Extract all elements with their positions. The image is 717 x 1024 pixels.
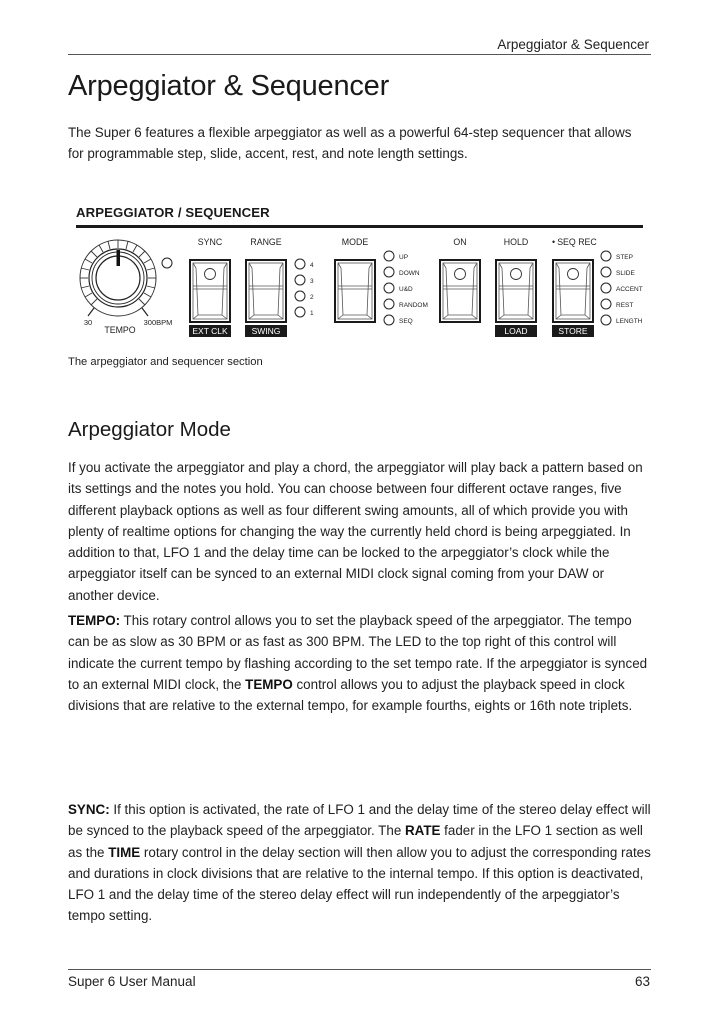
svg-text:U&D: U&D [399,286,413,293]
range-label: RANGE [250,237,282,247]
svg-text:UP: UP [399,254,409,261]
paragraph-sync: SYNC: If this option is activated, the rate of LFO 1 and the delay time of the stereo delay effect will be synced to the playback speed of the arpeggiator. The RATE fader in the LFO 1 section as well as the TIME rotary control in the delay section will then allow you to adjust the corresponding rates and durations in clock divisions that are relative to the internal tempo. If this option is deactivated, LFO 1 and the delay time of the stereo delay effect will run independently of the arpeggiator’s tempo setting. [68,802,651,924]
mode-button[interactable] [335,260,375,322]
section-title: Arpeggiator Mode [68,418,231,441]
mode-leds [384,251,428,325]
svg-text:SLIDE: SLIDE [616,270,635,277]
intro-paragraph: The Super 6 features a flexible arpeggiator as well as a powerful 64-step sequencer that allows for programmable step, slide, accent, rest, and note length settings. [68,125,632,161]
ext-clk-label: EXT CLK [192,326,228,336]
running-header [68,36,651,55]
svg-text:STEP: STEP [616,254,633,261]
svg-text:2: 2 [310,294,314,301]
sync-button[interactable] [190,260,230,322]
footer-manual-name: Super 6 User Manual [68,974,196,989]
svg-text:3: 3 [310,278,314,285]
svg-text:ACCENT: ACCENT [616,286,643,293]
seq-rec-button[interactable] [553,260,593,322]
range-button[interactable] [246,260,286,322]
svg-text:REST: REST [616,302,634,309]
tempo-max-label: 300BPM [143,318,173,327]
arpeggiator-panel-diagram [70,228,650,348]
running-header-title: Arpeggiator & Sequencer [497,37,649,52]
seq-rec-label: SEQ REC [557,237,597,247]
page-number: 63 [634,974,650,989]
seq-rec-bullet: • [552,237,556,247]
paragraph-tempo: TEMPO: This rotary control allows you to set the playback speed of the arpeggiator. The tempo can be as slow as 30 BPM or as fast as 300 BPM. The LED to the top right of this control will indicate the current tempo by flashing according to the set tempo rate. If the arpeggiator is synced to an external MIDI clock, the TEMPO control allows you to adjust the playback speed in clock divisions that are relative to the external tempo, for example fourths, eights or 16th note triplets. [68,613,648,714]
tempo-label: TEMPO [104,325,136,335]
on-label: ON [453,237,467,247]
paragraph-intro: If you activate the arpeggiator and play a chord, the arpeggiator will play back a pattern based on its settings and the notes you hold. You can choose between four different octave ranges, five different playback options as well as four different swing amounts, all of which provide you with plenty of realtime options for changing the way the currently held chord is being arpeggiated. In addition to that, LFO 1 and the delay time can be locked to the arpeggiator’s clock while the arpeggiator itself can be synced to an external MIDI clock signal coming from your DAW or another device. [68,460,643,603]
svg-text:1: 1 [310,310,314,317]
tempo-knob[interactable] [80,240,156,316]
hold-label: HOLD [503,237,529,247]
term-tempo: TEMPO: [68,613,121,628]
term-sync: SYNC: [68,802,110,817]
seq-leds [601,251,643,325]
svg-text:DOWN: DOWN [399,270,420,277]
hold-button[interactable] [496,260,536,322]
panel-title: ARPEGGIATOR / SEQUENCER [76,205,270,220]
figure-caption: The arpeggiator and sequencer section [68,356,263,368]
swing-label: SWING [251,326,281,336]
tempo-led [162,258,172,268]
svg-text:SEQ: SEQ [399,318,413,325]
range-leds [295,259,314,317]
store-label: STORE [558,326,588,336]
page-title: Arpeggiator & Sequencer [68,70,390,102]
mode-label: MODE [341,237,369,247]
sync-label: SYNC [197,237,223,247]
svg-text:4: 4 [310,262,314,269]
svg-text:LENGTH: LENGTH [616,318,643,325]
load-label: LOAD [504,326,528,336]
footer-divider [68,969,651,970]
on-button[interactable] [440,260,480,322]
tempo-min-label: 30 [83,318,93,327]
svg-text:RANDOM: RANDOM [399,302,428,309]
